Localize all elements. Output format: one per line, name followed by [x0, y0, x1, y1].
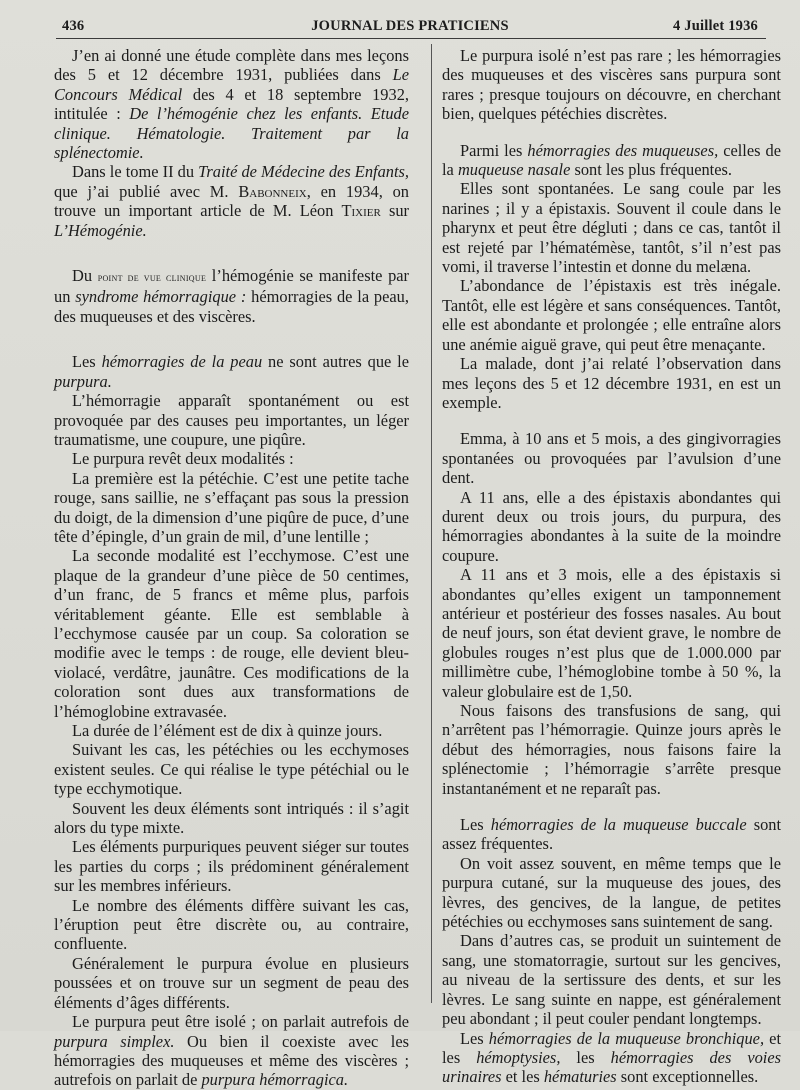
paragraph: Du point de vue clinique l’hémogénie se manifeste par un syndrome hémorragique : hémorragies de la peau, des muqueuses et des viscères.	[54, 266, 410, 326]
right-column	[442, 46, 781, 1087]
paragraph: A 11 ans, elle a des épistaxis abondantes qui durent deux ou trois jours, du purpura, des hémorragies abondantes à la suite de la moindre coupure.	[442, 487, 781, 565]
issue-date: 4 Juillet 1936	[673, 18, 758, 34]
running-header	[62, 14, 758, 40]
page-number: 436	[62, 18, 85, 34]
paragraph: On voit assez souvent, en même temps que le purpura cutané, sur la muqueuse des joues, des lèvres, des gencives, de la langue, de petites pétéchies ou ecchymoses sans suintement de sang.	[442, 853, 781, 932]
paragraph: Le nombre des éléments diffère suivant les cas, l’éruption peut être discrète ou, au contraire, confluente.	[54, 895, 409, 954]
paragraph: La malade, dont j’ai relaté l’observation dans mes leçons des 5 et 12 décembre 1931, en est un exemple.	[442, 354, 781, 412]
header-rule	[56, 38, 766, 39]
paragraph: La première est la pétéchie. C’est une petite tache rouge, sans saillie, ne s’effaçant pas sous la pression du doigt, de la dimension d’une piqûre de puce, d’une tête d’épingle, d’un grain de mil, d’une lentille ;	[54, 468, 409, 546]
paragraph: Nous faisons des transfusions de sang, qui n’arrêtent pas l’hémorragie. Quinze jours après le début des hémorragies, nous faisons faire la splénectomie ; l’hémorragie s’arrête presque instantanément et ne reparaît pas.	[442, 701, 781, 798]
paragraph: A 11 ans et 3 mois, elle a des épistaxis si abondantes qu’elles exigent un tamponnement antérieur et postérieur des fosses nasales. Au bout de neuf jours, son état devient grave, le nombre de globules rouges n’est plus que de 1.000.000 par millimètre cube, l’hémoglobine tombe à 50 %, la valeur globulaire est de 1,50.	[442, 565, 781, 701]
paragraph: Emma, à 10 ans et 5 mois, a des gingivorragies spontanées ou provoquées par l’avulsion d’une dent.	[442, 429, 781, 488]
paragraph: Dans le tome II du Traité de Médecine des Enfants, que j’ai publié avec M. Babonneix, en 1934, on trouve un important article de M. Léon Tixier sur L’Hémogénie.	[54, 162, 410, 240]
paragraph: Elles sont spontanées. Le sang coule par les narines ; il y a épistaxis. Souvent il coule dans le pharynx et peut être dégluti ; dans ce cas, tantôt il est rejeté par l’hématémèse, tantôt, s’il n’est pas vomi, il traverse l’intestin et donne du melæna.	[442, 179, 781, 277]
paragraph: La seconde modalité est l’ecchymose. C’est une plaque de la grandeur d’une pièce de 50 centimes, d’un franc, de 5 francs et même plus, parfois véritablement géante. Elle est semblable à l’ecchymose causée par un coup. Sa coloration se modifie avec le temps : de rouge, elle devient bleu-violacé, verdâtre, jaunâtre. Ces modifications de la coloration sont dues aux transformations de l’hémoglobine extravasée.	[54, 546, 409, 721]
journal-title: JOURNAL DES PRATICIENS	[311, 18, 509, 34]
paragraph: Dans d’autres cas, se produit un suintement de sang, une stomatorragie, surtout sur les gencives, au niveau de la sertissure des dents, et sur les lèvres. Le sang suinte en nappe, est généralement peu abondant ; il peut couler pendant longtemps.	[442, 931, 781, 1029]
column-divider	[431, 44, 432, 1003]
paragraph: Les hémorragies de la muqueuse buccale sont assez fréquentes.	[442, 815, 782, 854]
paragraph: Le purpura revêt deux modalités :	[72, 449, 294, 469]
paragraph: Parmi les hémorragies des muqueuses, celles de la muqueuse nasale sont les plus fréquentes.	[442, 140, 781, 180]
paragraph: La durée de l’élément est de dix à quinze jours.	[72, 721, 383, 740]
left-column	[54, 46, 409, 1090]
paragraph: J’en ai donné une étude complète dans mes leçons des 5 et 12 décembre 1931, publiées dans Le Concours Médical des 4 et 18 septembre 1932, intitulée : De l’hémogénie chez les enfants. Etude clinique. Hématologie. Traitement par la splénectomie.	[54, 46, 409, 163]
paragraph: Souvent les deux éléments sont intriqués : il s’agit alors du type mixte.	[54, 798, 409, 838]
paragraph: Suivant les cas, les pétéchies ou les ecchymoses existent seules. Ce qui réalise le type pétéchial ou le type ecchymotique.	[54, 740, 409, 799]
paragraph: Les hémorragies de la muqueuse bronchique, et les hémoptysies, les hémorragies des voies urinaires et les hématuries sont exceptionnelles.	[442, 1028, 781, 1087]
paragraph: Les éléments purpuriques peuvent siéger sur toutes les parties du corps ; ils prédominent généralement sur les membres inférieurs.	[54, 837, 409, 896]
paragraph: Généralement le purpura évolue en plusieurs poussées et on trouve sur un segment de peau des éléments d’âges différents.	[54, 953, 409, 1012]
paragraph: L’abondance de l’épistaxis est très inégale. Tantôt, elle est légère et sans conséquences. Tantôt, elle est abondante et prolongée ; elle entraîne alors une anémie aiguë grave, qui peut être menaçante.	[442, 276, 781, 354]
paragraph: L’hémorragie apparaît spontanément ou est provoquée par des causes peu importantes, un léger traumatisme, une coupure, une piqûre.	[54, 391, 409, 449]
paragraph: Le purpura isolé n’est pas rare ; les hémorragies des muqueuses et des viscères sans purpura sont rares ; presque toujours on découvre, en cherchant bien, quelques pétéchies discrètes.	[442, 46, 781, 124]
paragraph: Le purpura peut être isolé ; on parlait autrefois de purpura simplex. Ou bien il coexiste avec les hémorragies des muqueuses et même des viscères ; autrefois on parlait de purpura hémorragica.	[54, 1012, 410, 1090]
paragraph: Les hémorragies de la peau ne sont autres que le purpura.	[54, 352, 410, 391]
